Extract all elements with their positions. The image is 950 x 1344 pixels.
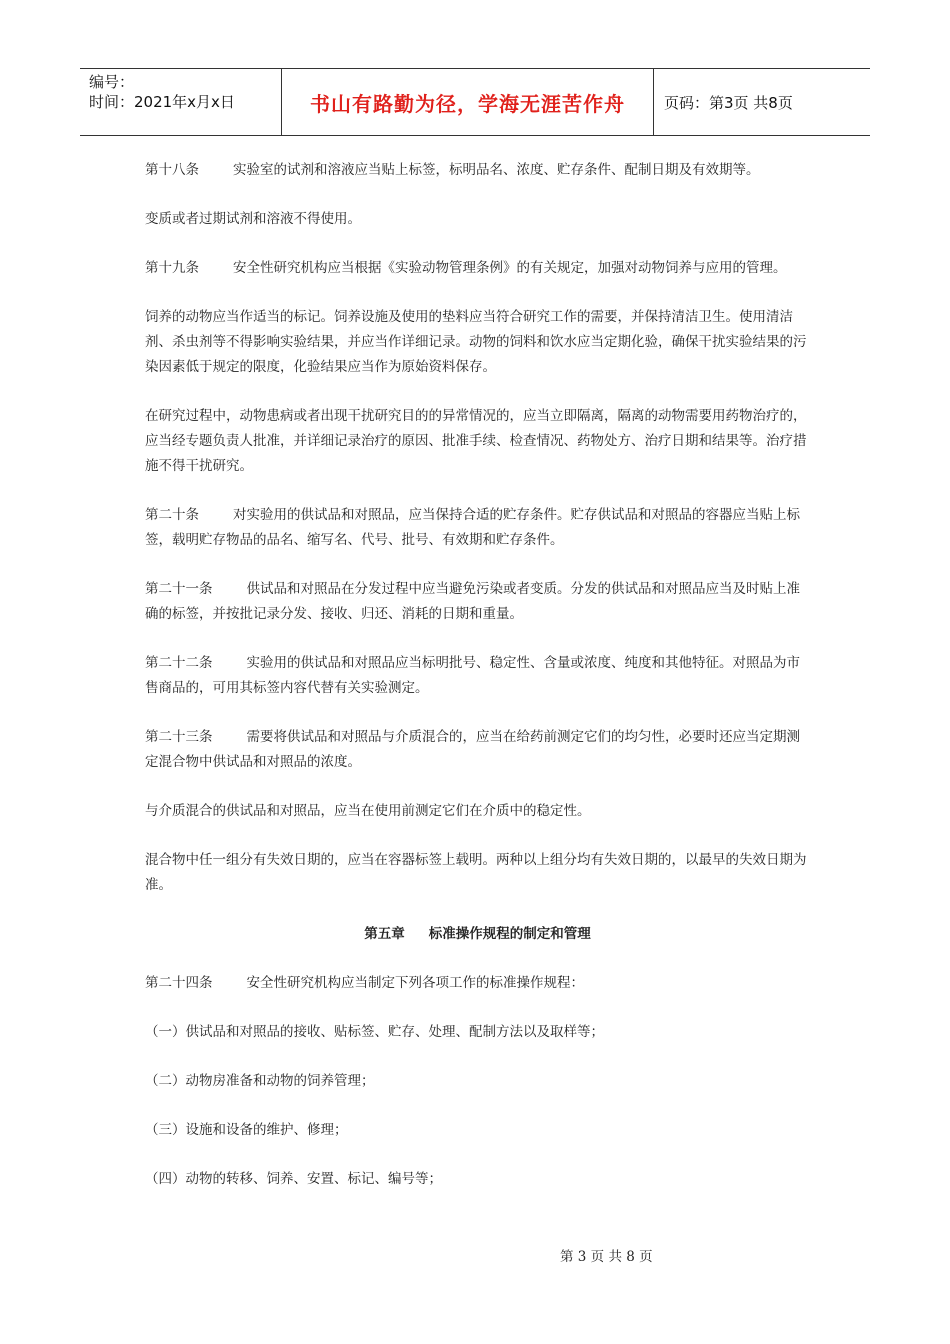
document-date-label: 时间：2021年x月x日	[89, 93, 235, 111]
article-number: 第二十三条	[145, 729, 213, 745]
list-item	[145, 1020, 810, 1045]
paragraph-text: 需要将供试品和对照品与介质混合的，应当在给药前测定它们的均匀性，必要时还应当定期测定混合物中供试品和对照品的浓度。	[145, 729, 800, 770]
paragraph	[145, 725, 810, 775]
paragraph	[145, 577, 810, 627]
paragraph-text: 实验用的供试品和对照品应当标明批号、稳定性、含量或浓度、纯度和其他特征。对照品为市售商品的，可用其标签内容代替有关实验测定。	[145, 655, 800, 696]
paragraph-text: 实验室的试剂和溶液应当贴上标签，标明品名、浓度、贮存条件、配制日期及有效期等。	[233, 162, 760, 178]
article-number: 第十九条	[145, 260, 199, 276]
page-header	[80, 68, 870, 136]
list-item	[145, 1118, 810, 1143]
header-motto: 书山有路勤为径，学海无涯苦作舟	[282, 69, 654, 135]
article-number: 第二十二条	[145, 655, 213, 671]
paragraph-text: 供试品和对照品在分发过程中应当避免污染或者变质。分发的供试品和对照品应当及时贴上准确的标签，并按批记录分发、接收、归还、消耗的日期和重量。	[145, 581, 800, 622]
chapter-heading	[145, 922, 810, 947]
list-item-text: （三）设施和设备的维护、修理；	[145, 1122, 348, 1138]
paragraph	[145, 848, 810, 898]
document-number-label: 编号：	[89, 73, 135, 91]
document-body	[145, 158, 810, 1216]
list-item	[145, 1167, 810, 1192]
paragraph-text: 安全性研究机构应当制定下列各项工作的标准操作规程：	[246, 975, 584, 991]
list-item	[145, 1069, 810, 1094]
paragraph	[145, 799, 810, 824]
paragraph	[145, 207, 810, 232]
article-number: 第二十条	[145, 507, 199, 523]
paragraph	[145, 651, 810, 701]
article-number: 第二十一条	[145, 581, 213, 597]
list-item-text: （二）动物房准备和动物的饲养管理；	[145, 1073, 375, 1089]
paragraph	[145, 256, 810, 281]
list-item-text: （四）动物的转移、饲养、安置、标记、编号等；	[145, 1171, 442, 1187]
paragraph-text: 混合物中任一组分有失效日期的，应当在容器标签上载明。两种以上组分均有失效日期的，以最早的失效日期为准。	[145, 852, 807, 893]
paragraph	[145, 503, 810, 553]
paragraph-text: 与介质混合的供试品和对照品，应当在使用前测定它们在介质中的稳定性。	[145, 803, 591, 819]
paragraph	[145, 158, 810, 183]
paragraph-text: 在研究过程中，动物患病或者出现干扰研究目的的异常情况的，应当立即隔离，隔离的动物需要用药物治疗的，应当经专题负责人批准，并详细记录治疗的原因、批准手续、检查情况、药物处方、治疗日期和结果等。治疗措施不得干扰研究。	[145, 408, 807, 474]
paragraph-text: 饲养的动物应当作适当的标记。饲养设施及使用的垫料应当符合研究工作的需要，并保持清洁卫生。使用清洁剂、杀虫剂等不得影响实验结果，并应当作详细记录。动物的饲料和饮水应当定期化验，确保干扰实验结果的污染因素低于规定的限度，化验结果应当作为原始资料保存。	[145, 309, 807, 375]
paragraph	[145, 404, 810, 479]
paragraph-text: 变质或者过期试剂和溶液不得使用。	[145, 211, 361, 227]
header-meta-cell	[80, 69, 282, 135]
article-number: 第十八条	[145, 162, 199, 178]
paragraph	[145, 305, 810, 380]
paragraph-text: 安全性研究机构应当根据《实验动物管理条例》的有关规定，加强对动物饲养与应用的管理。	[233, 260, 787, 276]
list-item-text: （一）供试品和对照品的接收、贴标签、贮存、处理、配制方法以及取样等；	[145, 1024, 604, 1040]
chapter-title: 标准操作规程的制定和管理	[428, 926, 591, 942]
article-number: 第二十四条	[145, 975, 213, 991]
header-page-info: 页码：第3页 共8页	[664, 93, 793, 112]
chapter-number: 第五章	[364, 926, 405, 942]
paragraph	[145, 971, 810, 996]
paragraph-text: 对实验用的供试品和对照品，应当保持合适的贮存条件。贮存供试品和对照品的容器应当贴上标签，载明贮存物品的品名、缩写名、代号、批号、有效期和贮存条件。	[145, 507, 800, 548]
page-footer: 第 3 页 共 8 页	[560, 1249, 653, 1265]
